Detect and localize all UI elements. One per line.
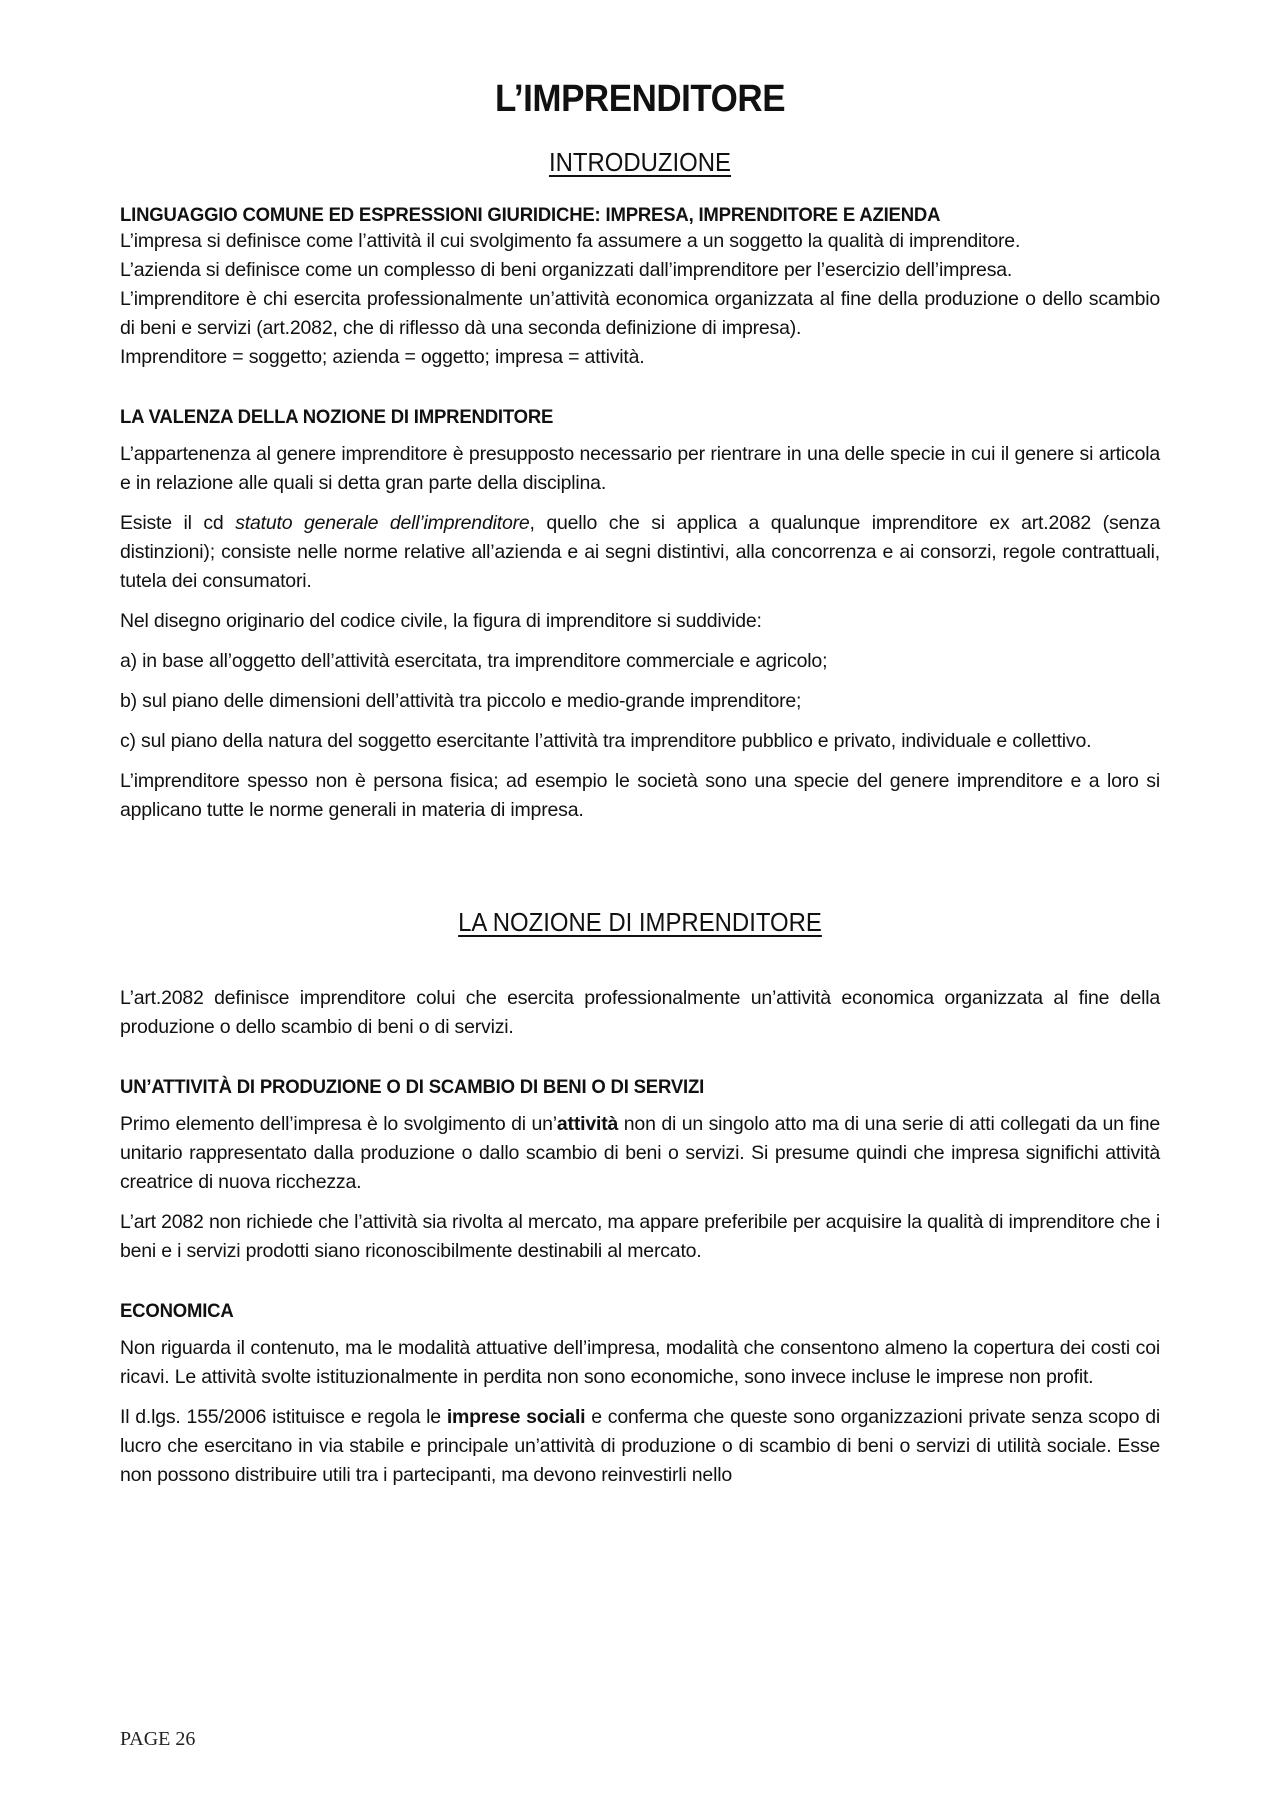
paragraph [120,509,1160,596]
subheading-linguaggio: LINGUAGGIO COMUNE ED ESPRESSIONI GIURIDICHE: IMPRESA, IMPRENDITORE E AZIENDA [120,204,941,226]
section-heading-nozione: LA NOZIONE DI IMPRENDITORE [458,907,822,937]
subheading-economica: ECONOMICA [120,1300,234,1322]
text-run: Primo elemento dell’impresa è lo svolgimento di un’ [120,1113,557,1135]
paragraph: L’imprenditore è chi esercita professionalmente un’attività economica organizzata al fine della produzione o dello scambio di beni e servizi (art.2082, che di riflesso dà una seconda definizione di impresa). [120,288,1160,339]
text-run: non di un singolo atto ma di una serie di atti collegati da un fine unitario rappresentato dalla produzione o dallo scambio di beni o servizi. Si presume quindi che impresa significhi attività creatrice di nuova ricchezza. [120,1113,1160,1193]
text-run: e conferma che queste sono organizzazioni private senza scopo di lucro che esercitano in via stabile e principale un’attività di produzione o di scambio di beni o servizi di utilità sociale. Esse non possono distribuire utili tra i partecipanti, ma devono reinvestirli nello [120,1406,1160,1486]
paragraph: L’art 2082 non richiede che l’attività sia rivolta al mercato, ma appare preferibile per acquisire la qualità di imprenditore che i beni e i servizi prodotti siano riconoscibilmente destinabili al mercato. [120,1211,1160,1262]
subheading-valenza: LA VALENZA DELLA NOZIONE DI IMPRENDITORE [120,406,554,428]
paragraph [120,1403,1160,1490]
text-run: Esiste il cd [120,512,236,534]
paragraph: L’impresa si definisce come l’attività il cui svolgimento fa assumere a un soggetto la qualità di imprenditore. [120,230,1021,252]
paragraph: Non riguarda il contenuto, ma le modalità attuative dell’impresa, modalità che consentono almeno la copertura dei costi coi ricavi. Le attività svolte istituzionalmente in perdita non sono economiche, sono invece incluse le imprese non profit. [120,1337,1160,1388]
italic-term: statuto generale dell’imprenditore [235,512,530,534]
list-item: b) sul piano delle dimensioni dell’attività tra piccolo e medio-grande imprenditore; [120,690,802,712]
list-item: c) sul piano della natura del soggetto esercitante l’attività tra imprenditore pubblico e privato, individuale e collettivo. [120,730,1092,752]
paragraph: L’art.2082 definisce imprenditore colui che esercita professionalmente un’attività economica organizzata al fine della produzione o dello scambio di beni o di servizi. [120,987,1160,1038]
text-run: , quello che si applica a qualunque imprenditore ex art.2082 (senza distinzioni); consiste nelle norme relative all’azienda e ai segni distintivi, alla concorrenza e ai consorzi, regole contrattuali, tutela dei consumatori. [120,512,1161,592]
subheading-attivita: UN’ATTIVITÀ DI PRODUZIONE O DI SCAMBIO DI BENI O DI SERVIZI [120,1076,705,1098]
section-heading-introduzione: INTRODUZIONE [548,147,732,177]
document-title: L’IMPRENDITORE [494,78,786,120]
paragraph: Nel disegno originario del codice civile, la figura di imprenditore si suddivide: [120,610,762,632]
paragraph: L’appartenenza al genere imprenditore è presupposto necessario per rientrare in una delle specie in cui il genere si articola e in relazione alle quali si detta gran parte della disciplina. [120,443,1160,494]
page-number: PAGE 26 [120,1728,196,1750]
paragraph: L’azienda si definisce come un complesso di beni organizzati dall’imprenditore per l’esercizio dell’impresa. [120,259,1013,281]
paragraph: Imprenditore = soggetto; azienda = oggetto; impresa = attività. [120,346,645,368]
paragraph [120,1110,1160,1197]
text-run: Il d.lgs. 155/2006 istituisce e regola le [120,1406,447,1428]
page-content [120,70,1160,1490]
bold-term: imprese sociali [446,1406,586,1428]
paragraph: L’imprenditore spesso non è persona fisica; ad esempio le società sono una specie del genere imprenditore e a loro si applicano tutte le norme generali in materia di impresa. [120,770,1160,821]
bold-term: attività [556,1113,619,1135]
list-item: a) in base all’oggetto dell’attività esercitata, tra imprenditore commerciale e agricolo; [120,650,828,672]
